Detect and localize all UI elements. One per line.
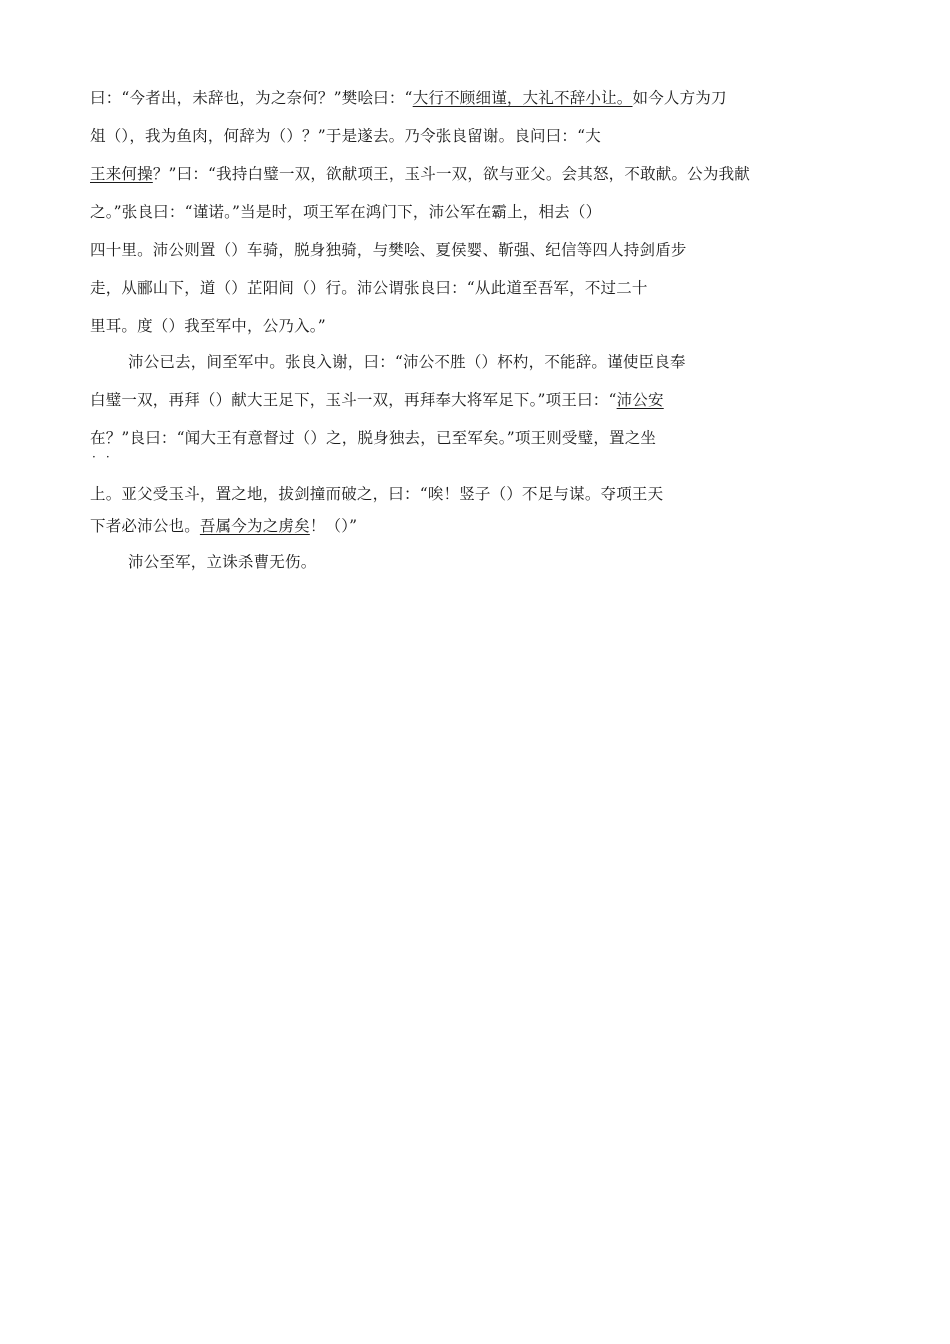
text-line-3 — [90, 164, 750, 184]
text-segment: 里耳。度（）我至军中，公乃入。” — [90, 317, 326, 335]
text-line-9 — [90, 390, 664, 410]
text-line-10 — [90, 428, 656, 448]
underlined-phrase: 吾属今为之虏矣 — [199, 517, 310, 535]
text-segment: 走，从郦山下，道（）芷阳间（）行。沛公谓张良曰：“从此道至吾军，不过二十 — [90, 279, 648, 297]
text-line-1 — [90, 88, 727, 108]
text-segment: 沛公至军，立诛杀曹无伤。 — [128, 553, 317, 571]
text-line-6 — [90, 278, 648, 298]
text-segment: ？”曰：“我持白璧一双，欲献项王，玉斗一双，欲与亚父。会其怒，不敢献。公为我献 — [152, 165, 750, 183]
text-line-12 — [90, 516, 357, 536]
text-segment: ！（）” — [309, 517, 358, 535]
text-line-2 — [90, 126, 601, 146]
text-line-11 — [90, 484, 663, 504]
paragraph-start-line — [128, 352, 686, 372]
text-segment: 曰：“今者出，未辞也，为之奈何？”樊哙曰：“ — [90, 89, 413, 107]
text-segment: 下者必沛公也。 — [90, 517, 200, 535]
text-segment: 在？”良曰：“闻大王有意督过（）之，脱身独去，已至军矣。”项王则受璧，置之坐 — [90, 429, 657, 447]
text-segment: 之。”张良曰：“谨诺。”当是时，项王军在鸿门下，沛公军在霸上，相去（） — [90, 203, 602, 221]
text-segment: 俎（），我为鱼肉，何辞为（）？”于是遂去。乃令张良留谢。良问曰：“大 — [90, 127, 601, 145]
text-segment: 如今人方为刀 — [632, 89, 727, 107]
text-line-7 — [90, 316, 326, 336]
paragraph-start-line — [128, 552, 316, 572]
text-line-5 — [90, 240, 687, 260]
underlined-phrase: 王来何操 — [90, 165, 153, 183]
underlined-phrase: 大行不顾细谨，大礼不辞小让。 — [412, 89, 633, 107]
text-segment: 上。亚父受玉斗，置之地，拔剑撞而破之，曰：“唉！竖子（）不足与谋。夺项王天 — [90, 485, 664, 503]
text-segment: 沛公已去，间至军中。张良入谢，曰：“沛公不胜（）杯杓，不能辞。谨使臣良奉 — [128, 353, 686, 371]
emphasis-dots: ·· — [92, 450, 120, 464]
text-segment: 四十里。沛公则置（）车骑，脱身独骑，与樊哙、夏侯婴、靳强、纪信等四人持剑盾步 — [90, 241, 687, 259]
text-segment: 白璧一双，再拜（）献大王足下，玉斗一双，再拜奉大将军足下。”项王曰：“ — [90, 391, 617, 409]
text-line-4 — [90, 202, 601, 222]
underlined-phrase: 沛公安 — [616, 391, 664, 409]
